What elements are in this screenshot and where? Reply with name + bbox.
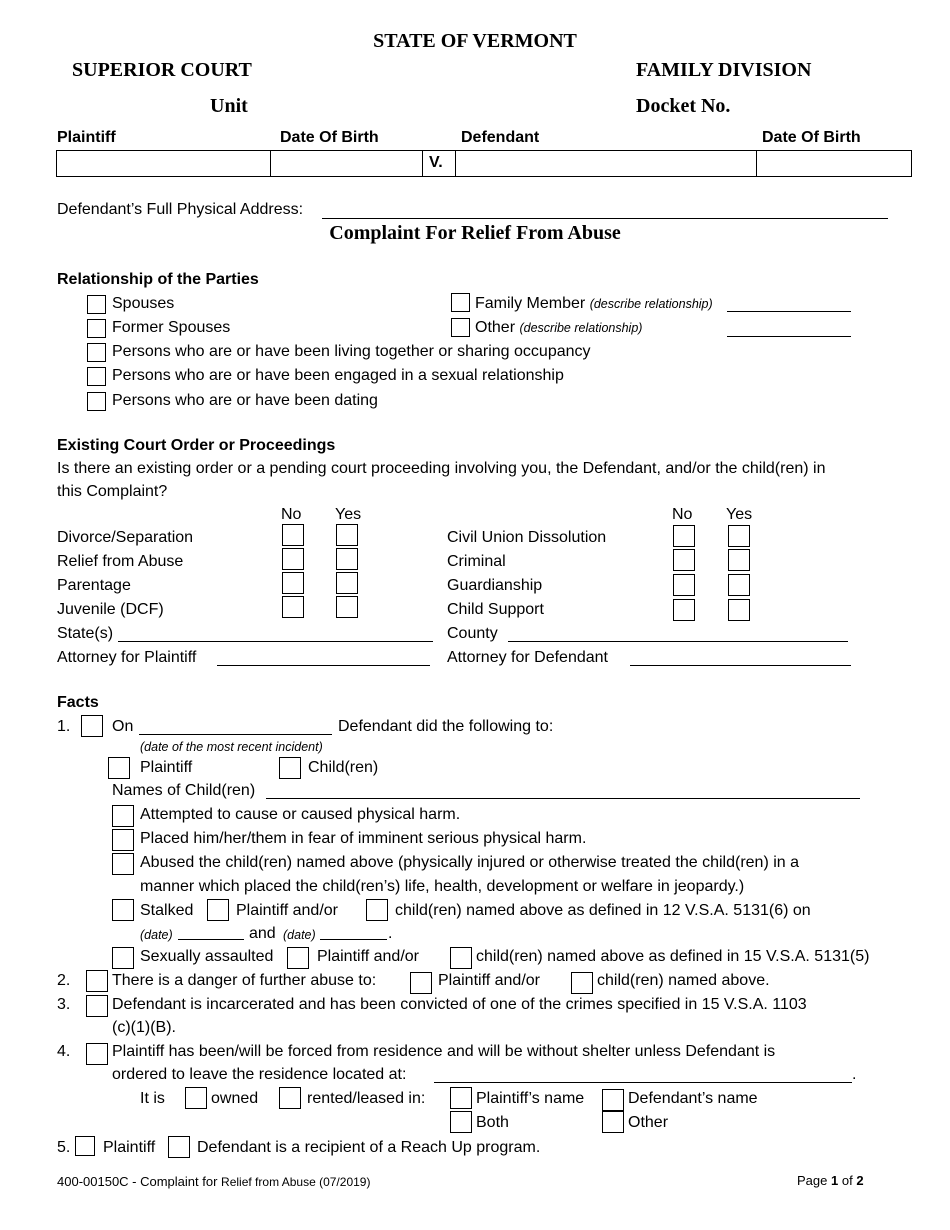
atty-plaintiff-label: Attorney for Plaintiff	[57, 649, 197, 666]
plaintiff-dob-header: Date Of Birth	[280, 129, 379, 146]
rfa-label: Relief from Abuse	[57, 553, 184, 570]
left-yes-header: Yes	[335, 506, 362, 523]
fact-4-line1: Plaintiff has been/will be forced from residence and will be without shelter unless Defendant is	[112, 1043, 776, 1060]
county-field[interactable]	[508, 641, 848, 642]
fact-1-text: Defendant did the following to:	[338, 718, 554, 735]
fact-4-number: 4.	[57, 1043, 71, 1060]
both-label: Both	[476, 1114, 509, 1131]
danger-plaintiff-label: Plaintiff and/or	[438, 972, 540, 989]
division-name: FAMILY DIVISION	[636, 59, 812, 81]
states-field[interactable]	[118, 641, 433, 642]
civil-union-yes-checkbox[interactable]	[728, 525, 750, 547]
fact-1-checkbox[interactable]	[81, 715, 103, 737]
stalked-children-checkbox[interactable]	[366, 899, 388, 921]
versus-cell	[422, 150, 456, 177]
abused-checkbox[interactable]	[112, 853, 134, 875]
form-title: Complaint For Relief From Abuse	[329, 222, 621, 244]
guardianship-no-checkbox[interactable]	[673, 574, 695, 596]
fact-2-text: There is a danger of further abuse to:	[112, 972, 377, 989]
plaintiff-dob-field[interactable]	[270, 150, 423, 177]
right-yes-header: Yes	[726, 506, 753, 523]
unit-label: Unit	[210, 95, 248, 117]
stalk-period: .	[388, 925, 393, 942]
docket-label: Docket No.	[636, 95, 731, 117]
fact-1-children-checkbox[interactable]	[279, 757, 301, 779]
date-hint: (date of the most recent incident)	[140, 740, 323, 754]
parentage-no-checkbox[interactable]	[282, 572, 304, 594]
fact-3-number: 3.	[57, 996, 71, 1013]
stalk-date1-hint: (date)	[140, 928, 173, 942]
defendants-name-checkbox[interactable]	[602, 1089, 624, 1111]
other-name-label: Other	[628, 1114, 669, 1131]
other-relationship-checkbox[interactable]	[451, 318, 470, 337]
abused-line1: Abused the child(ren) named above (physically injured or otherwise treated the child(ren) in a	[140, 854, 800, 871]
address-field[interactable]	[322, 218, 888, 219]
fact-2-checkbox[interactable]	[86, 970, 108, 992]
address-label: Defendant’s Full Physical Address:	[57, 201, 304, 218]
footer-form-id	[57, 1174, 370, 1189]
atty-plaintiff-field[interactable]	[217, 665, 430, 666]
both-checkbox[interactable]	[450, 1111, 472, 1133]
footer-page-number	[797, 1173, 864, 1188]
residence-address-field[interactable]	[434, 1082, 852, 1083]
fact-5-plaintiff-label: Plaintiff	[103, 1139, 156, 1156]
owned-label: owned	[211, 1090, 259, 1107]
family-member-label	[475, 295, 713, 313]
attempted-label: Attempted to cause or caused physical harm.	[140, 806, 461, 823]
right-no-header: No	[672, 506, 693, 523]
rfa-no-checkbox[interactable]	[282, 548, 304, 570]
juvenile-label: Juvenile (DCF)	[57, 601, 164, 618]
family-member-text: Family Member	[475, 295, 586, 312]
stalked-label: Stalked	[140, 902, 194, 919]
divorce-yes-checkbox[interactable]	[336, 524, 358, 546]
fact-4-line2: ordered to leave the residence located at:	[112, 1066, 407, 1083]
fact-3-line2: (c)(1)(B).	[112, 1019, 176, 1036]
versus-label: V.	[429, 154, 443, 171]
state-title: STATE OF VERMONT	[373, 30, 577, 52]
other-relationship-field[interactable]	[727, 336, 851, 337]
other-relationship-hint: (describe relationship)	[519, 321, 643, 335]
fact-5-text: Defendant is a recipient of a Reach Up program.	[197, 1139, 541, 1156]
atty-defendant-field[interactable]	[630, 665, 851, 666]
juvenile-yes-checkbox[interactable]	[336, 596, 358, 618]
criminal-yes-checkbox[interactable]	[728, 549, 750, 571]
names-children-label: Names of Child(ren)	[112, 782, 256, 799]
sa-plaintiff-checkbox[interactable]	[287, 947, 309, 969]
other-name-checkbox[interactable]	[602, 1111, 624, 1133]
former-spouses-label: Former Spouses	[112, 319, 231, 336]
sexual-relationship-checkbox[interactable]	[87, 367, 106, 386]
parentage-label: Parentage	[57, 577, 131, 594]
names-children-field[interactable]	[266, 798, 860, 799]
sa-plaintiff-label: Plaintiff and/or	[317, 948, 419, 965]
parentage-yes-checkbox[interactable]	[336, 572, 358, 594]
living-together-label: Persons who are or have been living together or sharing occupancy	[112, 343, 591, 360]
criminal-label: Criminal	[447, 553, 506, 570]
stalk-date2-field[interactable]	[320, 939, 387, 940]
states-label: State(s)	[57, 625, 114, 642]
stalked-checkbox[interactable]	[112, 899, 134, 921]
other-relationship-label	[475, 319, 642, 337]
guardianship-yes-checkbox[interactable]	[728, 574, 750, 596]
fact-1-plaintiff-checkbox[interactable]	[108, 757, 130, 779]
fact-1-children-label: Child(ren)	[308, 759, 379, 776]
fear-checkbox[interactable]	[112, 829, 134, 851]
dating-checkbox[interactable]	[87, 392, 106, 411]
fact-3-checkbox[interactable]	[86, 995, 108, 1017]
rented-label: rented/leased in:	[307, 1090, 426, 1107]
defendant-header: Defendant	[461, 129, 540, 146]
stalk-and: and	[249, 925, 276, 942]
footer-form-number: 400-00150C - Complaint for	[57, 1174, 218, 1189]
dating-label: Persons who are or have been dating	[112, 392, 378, 409]
defendant-dob-field[interactable]	[756, 150, 912, 177]
existing-question-line2: this Complaint?	[57, 483, 168, 500]
family-member-checkbox[interactable]	[451, 293, 470, 312]
sexual-assault-checkbox[interactable]	[112, 947, 134, 969]
residence-period: .	[852, 1066, 857, 1083]
divorce-label: Divorce/Separation	[57, 529, 194, 546]
family-member-field[interactable]	[727, 311, 851, 312]
plaintiffs-name-label: Plaintiff’s name	[476, 1090, 585, 1107]
attempted-checkbox[interactable]	[112, 805, 134, 827]
stalked-plaintiff-label: Plaintiff and/or	[236, 902, 338, 919]
footer-page-total: 2	[856, 1173, 864, 1188]
criminal-no-checkbox[interactable]	[673, 549, 695, 571]
plaintiff-header: Plaintiff	[57, 129, 116, 146]
child-support-label: Child Support	[447, 601, 544, 618]
child-support-yes-checkbox[interactable]	[728, 599, 750, 621]
danger-children-checkbox[interactable]	[571, 972, 593, 994]
fact-1-plaintiff-label: Plaintiff	[140, 759, 193, 776]
stalk-date1-field[interactable]	[178, 939, 244, 940]
rfa-yes-checkbox[interactable]	[336, 548, 358, 570]
divorce-no-checkbox[interactable]	[282, 524, 304, 546]
guardianship-label: Guardianship	[447, 577, 543, 594]
juvenile-no-checkbox[interactable]	[282, 596, 304, 618]
danger-plaintiff-checkbox[interactable]	[410, 972, 432, 994]
footer-page-current: 1	[831, 1173, 839, 1188]
stalked-children-label: child(ren) named above as defined in 12 V.S.A. 5131(6) on	[395, 902, 811, 919]
family-member-hint: (describe relationship)	[589, 297, 713, 311]
spouses-label: Spouses	[112, 295, 175, 312]
incident-date-field[interactable]	[139, 734, 332, 735]
fact-4-checkbox[interactable]	[86, 1043, 108, 1065]
existing-question-line1: Is there an existing order or a pending court proceeding involving you, the Defendant, and/or the child(ren) in	[57, 460, 826, 477]
relationship-heading: Relationship of the Parties	[57, 271, 259, 288]
existing-heading: Existing Court Order or Proceedings	[57, 437, 336, 454]
stalked-plaintiff-checkbox[interactable]	[207, 899, 229, 921]
other-relationship-text: Other	[475, 319, 516, 336]
fear-label: Placed him/her/them in fear of imminent serious physical harm.	[140, 830, 587, 847]
fact-1-number: 1.	[57, 718, 71, 735]
danger-children-label: child(ren) named above.	[597, 972, 770, 989]
stalk-date2-hint: (date)	[283, 928, 316, 942]
civil-union-label: Civil Union Dissolution	[447, 529, 607, 546]
fact-1-on: On	[112, 718, 134, 735]
sexual-assault-label: Sexually assaulted	[140, 948, 274, 965]
atty-defendant-label: Attorney for Defendant	[447, 649, 608, 666]
county-label: County	[447, 625, 498, 642]
footer-form-name: Relief from Abuse (07/2019)	[221, 1175, 371, 1189]
fact-3-line1: Defendant is incarcerated and has been convicted of one of the crimes specified in 15 V.S.A. 1103	[112, 996, 807, 1013]
fact-5-number: 5.	[57, 1139, 71, 1156]
child-support-no-checkbox[interactable]	[673, 599, 695, 621]
facts-heading: Facts	[57, 694, 99, 711]
spouses-checkbox[interactable]	[87, 295, 106, 314]
fact-5-plaintiff-checkbox[interactable]	[75, 1136, 95, 1156]
owned-checkbox[interactable]	[185, 1087, 207, 1109]
fact-2-number: 2.	[57, 972, 71, 989]
sa-children-label: child(ren) named above as defined in 15 V.S.A. 5131(5)	[476, 948, 870, 965]
former-spouses-checkbox[interactable]	[87, 319, 106, 338]
plaintiff-name-field[interactable]	[56, 150, 271, 177]
civil-union-no-checkbox[interactable]	[673, 525, 695, 547]
plaintiffs-name-checkbox[interactable]	[450, 1087, 472, 1109]
fact-5-defendant-checkbox[interactable]	[168, 1136, 190, 1158]
court-name: SUPERIOR COURT	[72, 59, 252, 81]
sexual-relationship-label: Persons who are or have been engaged in a sexual relationship	[112, 367, 564, 384]
abused-line2: manner which placed the child(ren’s) life, health, development or welfare in jeopardy.)	[140, 878, 745, 895]
defendant-dob-header: Date Of Birth	[762, 129, 861, 146]
defendant-name-field[interactable]	[455, 150, 757, 177]
rented-checkbox[interactable]	[279, 1087, 301, 1109]
footer-page-of: of	[841, 1173, 853, 1188]
living-together-checkbox[interactable]	[87, 343, 106, 362]
footer-page-prefix: Page	[797, 1173, 828, 1188]
sa-children-checkbox[interactable]	[450, 947, 472, 969]
it-is-label: It is	[140, 1090, 165, 1107]
defendants-name-label: Defendant’s name	[628, 1090, 758, 1107]
left-no-header: No	[281, 506, 302, 523]
